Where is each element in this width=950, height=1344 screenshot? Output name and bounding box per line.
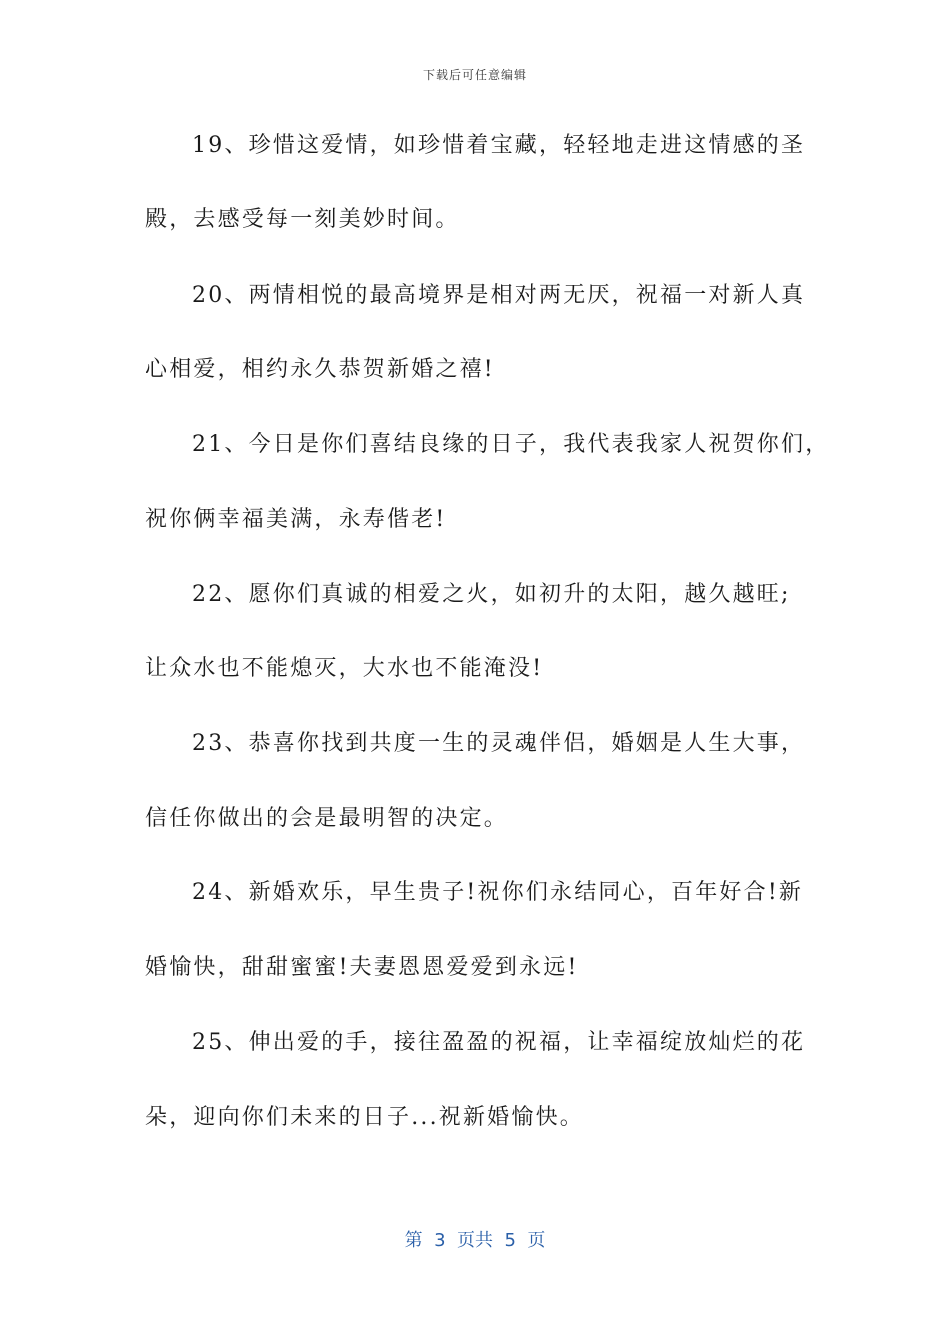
page-header: 下载后可任意编辑	[422, 68, 527, 82]
paragraph-21-line-2: 祝你俩幸福美满，永寿偕老!	[145, 507, 447, 532]
paragraph-20-line-2: 心相爱，相约永久恭贺新婚之禧!	[145, 357, 495, 382]
paragraph-22-line-1: 22、愿你们真诚的相爱之火，如初升的太阳，越久越旺;	[192, 582, 791, 607]
paragraph-23-line-2: 信任你做出的会是最明智的决定。	[145, 806, 509, 831]
paragraph-19-line-2: 殿，去感受每一刻美妙时间。	[145, 207, 460, 232]
paragraph-24-line-1: 24、新婚欢乐，早生贵子!祝你们永结同心，百年好合!新	[192, 880, 804, 905]
page-number-footer: 第 3 页共 5 页	[404, 1230, 546, 1251]
paragraph-19-line-1: 19、珍惜这爱情，如珍惜着宝藏，轻轻地走进这情感的圣	[192, 133, 806, 158]
paragraph-23-line-1: 23、恭喜你找到共度一生的灵魂伴侣，婚姻是人生大事，	[192, 731, 806, 756]
paragraph-20-line-1: 20、两情相悦的最高境界是相对两无厌，祝福一对新人真	[192, 283, 806, 308]
paragraph-24-line-2: 婚愉快，甜甜蜜蜜!夫妻恩恩爱爱到永远!	[145, 955, 579, 980]
paragraph-21-line-1: 21、今日是你们喜结良缘的日子，我代表我家人祝贺你们，	[192, 432, 830, 457]
paragraph-25-line-1: 25、伸出爱的手，接往盈盈的祝福，让幸福绽放灿烂的花	[192, 1030, 806, 1055]
paragraph-22-line-2: 让众水也不能熄灭，大水也不能淹没!	[145, 656, 544, 681]
paragraph-25-line-2: 朵，迎向你们未来的日子...祝新婚愉快。	[145, 1105, 584, 1130]
